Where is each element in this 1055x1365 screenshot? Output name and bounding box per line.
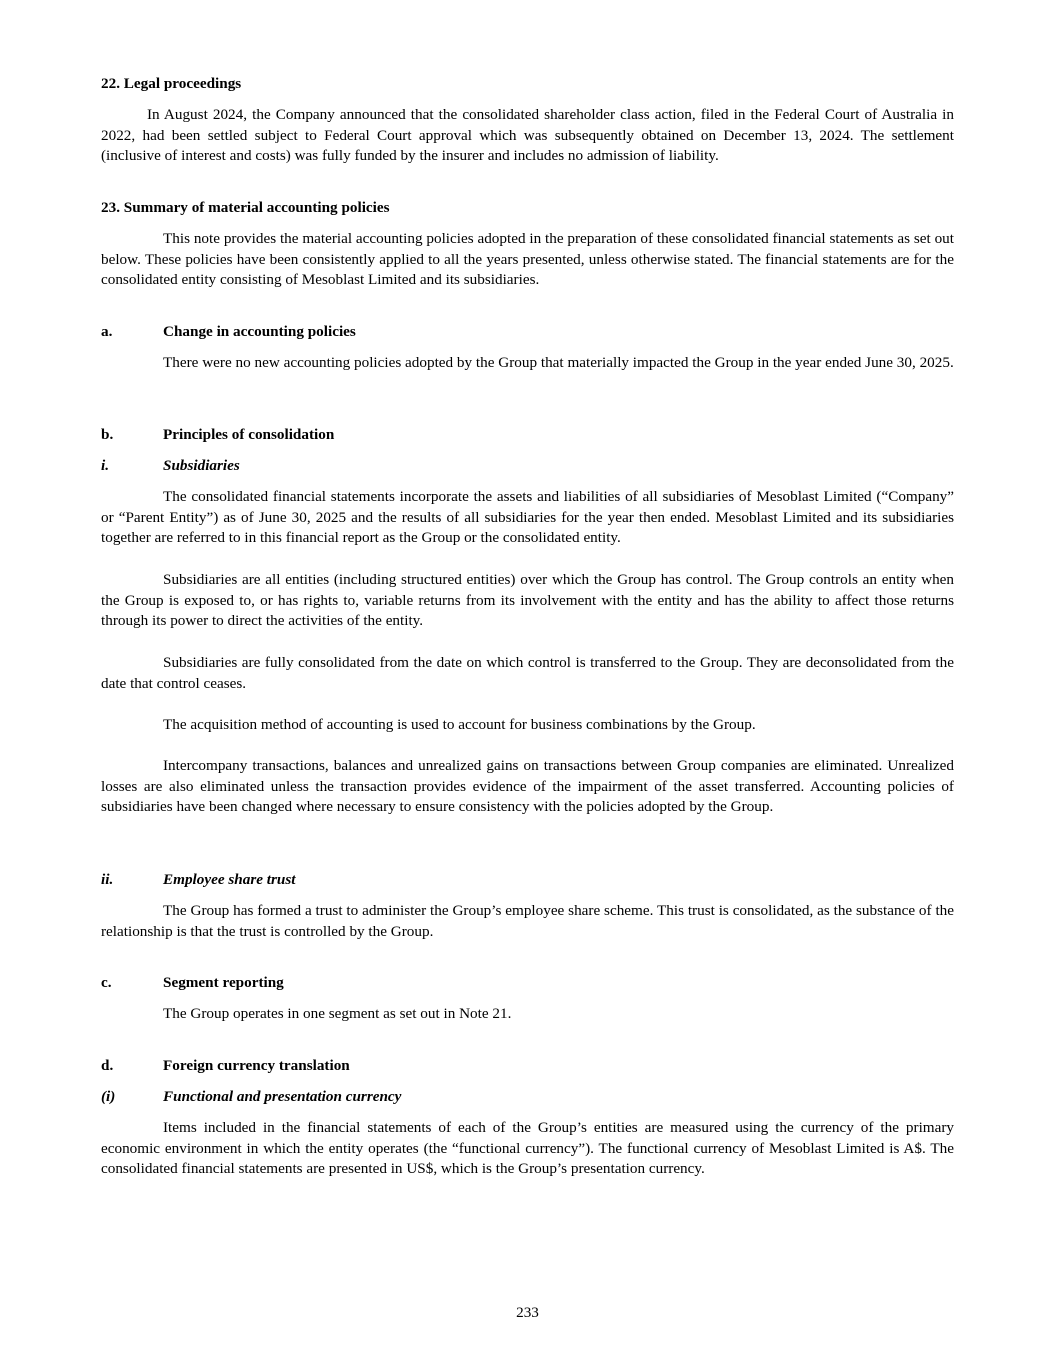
heading-b: b. Principles of consolidation xyxy=(101,426,335,443)
heading-c: c. Segment reporting xyxy=(101,974,284,991)
paragraph: The acquisition method of accounting is used to account for business combinations by the Group. xyxy=(163,716,756,733)
heading-b-i: i. Subsidiaries xyxy=(101,457,240,474)
paragraph: Intercompany transactions, balances and unrealized gains on transactions between Group companies are eliminated. Unrealized losses are also eliminated unless the transaction provides evidence of the impairment of the asset transferred. Accounting policies of subsidiaries have been changed where necessary to ensure consistency with the policies adopted by the Group. xyxy=(101,757,954,816)
paragraph: Subsidiaries are fully consolidated from the date on which control is transferred to the Group. They are deconsolidated from the date that control ceases. xyxy=(101,654,954,692)
heading-d: d. Foreign currency translation xyxy=(101,1057,350,1074)
paragraph: The Group operates in one segment as set out in Note 21. xyxy=(163,1005,512,1022)
page-number: 233 xyxy=(516,1304,539,1321)
paragraph: Subsidiaries are all entities (including structured entities) over which the Group has control. The Group controls an entity when the Group is exposed to, or has rights to, variable returns from its involvement with the entity and has the ability to affect those returns through its power to direct the activities of the entity. xyxy=(101,571,954,630)
paragraph: There were no new accounting policies adopted by the Group that materially impacted the Group in the year ended June 30, 2025. xyxy=(163,354,954,371)
paragraph: The Group has formed a trust to administer the Group’s employee share scheme. This trust is consolidated, as the substance of the relationship is that the trust is controlled by the Group. xyxy=(101,902,954,940)
paragraph: Items included in the financial statements of each of the Group’s entities are measured using the currency of the primary economic environment in which the entity operates (the “functional currency”). The functional currency of Mesoblast Limited is A$. The consolidated financial statements are presented in US$, which is the Group’s presentation currency. xyxy=(101,1119,954,1178)
paragraph: In August 2024, the Company announced that the consolidated shareholder class action, filed in the Federal Court of Australia in 2022, had been settled subject to Federal Court approval which was subsequently obtained on December 13, 2024. The settlement (inclusive of interest and costs) was fully funded by the insurer and includes no admission of liability. xyxy=(101,106,954,165)
paragraph: This note provides the material accounting policies adopted in the preparation of these consolidated financial statements as set out below. These policies have been consistently applied to all the years presented, unless otherwise stated. The financial statements are for the consolidated entity consisting of Mesoblast Limited and its subsidiaries. xyxy=(101,230,954,289)
heading-d-i: (i) Functional and presentation currency xyxy=(101,1088,402,1105)
paragraph: The consolidated financial statements incorporate the assets and liabilities of all subsidiaries of Mesoblast Limited (“Company” or “Parent Entity”) as of June 30, 2025 and the results of all subsidiaries for the year then ended. Mesoblast Limited and its subsidiaries together are referred to in this financial report as the Group or the consolidated entity. xyxy=(101,488,954,547)
heading-a: a. Change in accounting policies xyxy=(101,323,356,340)
heading-22: 22. Legal proceedings xyxy=(101,75,242,92)
heading-b-ii: ii. Employee share trust xyxy=(101,871,296,888)
heading-23: 23. Summary of material accounting policies xyxy=(101,199,390,216)
